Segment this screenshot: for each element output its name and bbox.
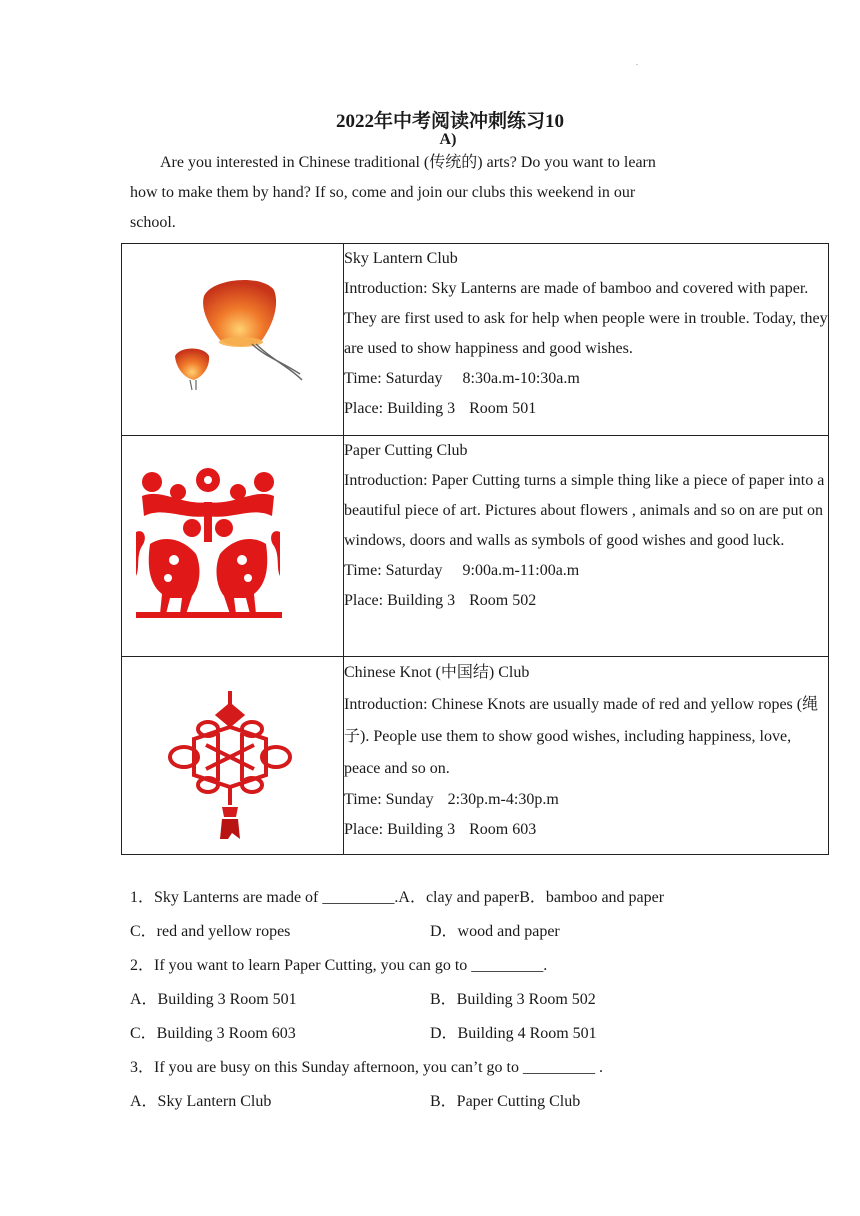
question-2-options-row-1 xyxy=(130,985,770,1019)
question-3-options-row-1 xyxy=(130,1087,770,1121)
place-value: Room 603 xyxy=(469,821,537,838)
questions-section xyxy=(130,883,770,1121)
question-1-options-row xyxy=(130,917,770,951)
option-d[interactable]: D．Building 4 Room 501 xyxy=(430,1025,597,1042)
place-label: Place: Building 3 xyxy=(344,821,456,838)
club-info-chinese-knot xyxy=(344,657,829,855)
question-stem: 1．Sky Lanterns are made of _________. xyxy=(130,889,399,906)
club-place xyxy=(344,394,828,424)
club-info-paper-cutting xyxy=(344,436,829,657)
option-a[interactable]: A．Sky Lantern Club xyxy=(130,1093,272,1110)
clubs-table xyxy=(121,243,829,855)
club-introduction: Introduction: Chinese Knots are usually made of red and yellow ropes (绳子). People use them to show good wishes, including happiness, love, peace and so on. xyxy=(344,696,819,777)
place-value: Room 501 xyxy=(469,400,537,417)
question-stem: 2．If you want to learn Paper Cutting, you can go to _________. xyxy=(130,957,548,974)
time-value: 2:30p.m-4:30p.m xyxy=(447,791,559,808)
chinese-knot-image xyxy=(122,657,344,855)
club-row-sky-lantern xyxy=(122,244,829,436)
option-c[interactable]: C．Building 3 Room 603 xyxy=(130,1025,296,1042)
option-a[interactable]: A．clay and paper xyxy=(398,889,520,906)
club-time xyxy=(344,785,828,815)
club-row-chinese-knot xyxy=(122,657,829,855)
club-introduction: Introduction: Sky Lanterns are made of bamboo and covered with paper. They are first used to ask for help when people were in trouble. Today, they are used to show happiness and good wishes. xyxy=(344,280,828,357)
question-2-stem-row xyxy=(130,951,770,985)
club-info-sky-lantern xyxy=(344,244,829,436)
option-b[interactable]: B．Building 3 Room 502 xyxy=(430,991,596,1008)
time-value: 9:00a.m-11:00a.m xyxy=(462,562,580,579)
option-b[interactable]: B．Paper Cutting Club xyxy=(430,1093,581,1110)
time-value: 8:30a.m-10:30a.m xyxy=(462,370,580,387)
option-b[interactable]: B．bamboo and paper xyxy=(519,889,665,906)
intro-line-1: Are you interested in Chinese traditional (传统的) arts? Do you want to learn xyxy=(160,154,656,171)
paper-cutting-image xyxy=(122,436,344,657)
page-mark: . xyxy=(636,58,638,67)
question-1-stem-row xyxy=(130,883,770,917)
place-label: Place: Building 3 xyxy=(344,592,456,609)
question-stem: 3．If you are busy on this Sunday afternoon, you can’t go to _________ . xyxy=(130,1059,603,1076)
place-value: Room 502 xyxy=(469,592,537,609)
option-c[interactable]: C．red and yellow ropes xyxy=(130,923,291,940)
intro-line-2: how to make them by hand? If so, come and join our clubs this weekend in our xyxy=(130,184,636,201)
question-3-stem-row xyxy=(130,1053,770,1087)
paper-cutting-icon xyxy=(122,436,343,657)
place-label: Place: Building 3 xyxy=(344,400,456,417)
club-place xyxy=(344,815,828,845)
club-name: Sky Lantern Club xyxy=(344,250,458,267)
club-time xyxy=(344,556,828,586)
section-label: A) xyxy=(439,131,457,148)
time-label: Time: Sunday xyxy=(344,791,434,808)
intro-paragraph xyxy=(130,148,720,238)
sky-lantern-image xyxy=(122,244,344,436)
question-2-options-row-2 xyxy=(130,1019,770,1053)
sky-lantern-icon xyxy=(122,244,343,436)
club-name: Paper Cutting Club xyxy=(344,442,468,459)
option-a[interactable]: A．Building 3 Room 501 xyxy=(130,991,297,1008)
chinese-knot-icon xyxy=(122,657,343,855)
time-label: Time: Saturday xyxy=(344,562,443,579)
club-time xyxy=(344,364,828,394)
club-name: Chinese Knot (中国结) Club xyxy=(344,664,530,681)
intro-line-3: school. xyxy=(130,214,176,231)
page-title: 2022年中考阅读冲刺练习10 xyxy=(335,111,564,132)
option-d[interactable]: D．wood and paper xyxy=(430,923,560,940)
club-introduction: Introduction: Paper Cutting turns a simple thing like a piece of paper into a beautiful piece of art. Pictures about flowers , animals and so on are put on windows, doors and walls as symbols of good wishes and good luck. xyxy=(344,472,825,549)
time-label: Time: Saturday xyxy=(344,370,443,387)
club-place xyxy=(344,586,828,616)
club-row-paper-cutting xyxy=(122,436,829,657)
